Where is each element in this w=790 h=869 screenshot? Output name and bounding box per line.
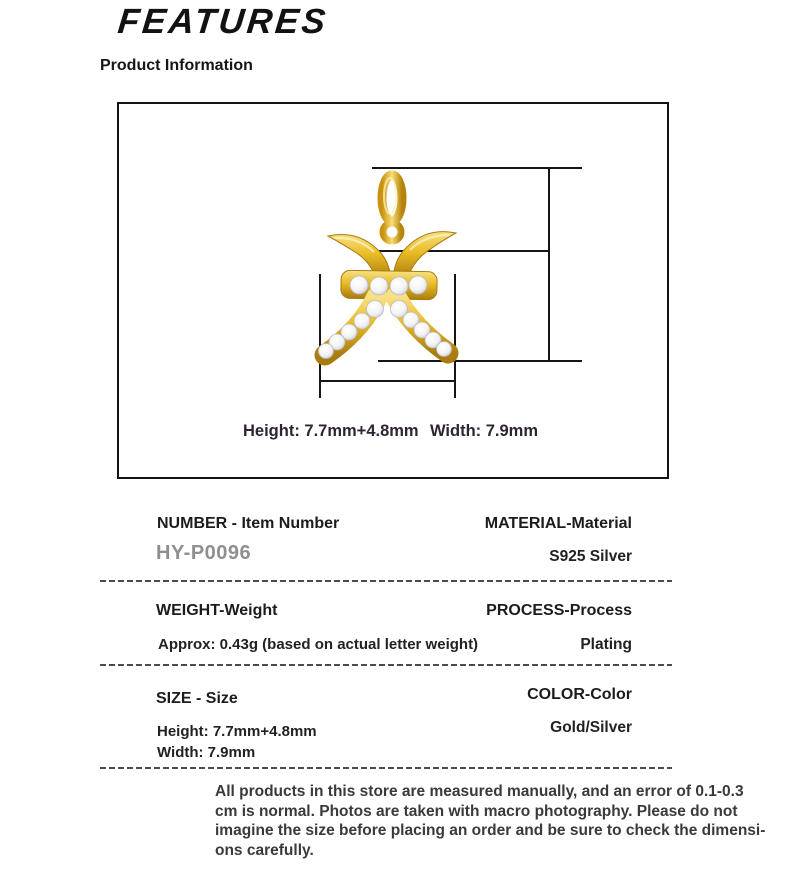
- disclaimer-line: All products in this store are measured manually, and an error of 0.1-0.3: [215, 783, 744, 800]
- pendant-connector-ring: [383, 223, 401, 241]
- width-dimension-label: Width: 7.9mm: [430, 422, 539, 440]
- spec-size-value-width: Width: 7.9mm: [157, 744, 256, 761]
- spec-size-value: [157, 721, 317, 763]
- dashed-divider: [100, 664, 672, 666]
- spec-size-header: SIZE - Size: [156, 690, 238, 707]
- disclaimer-text: [215, 782, 766, 860]
- spec-process-value: Plating: [580, 636, 632, 653]
- dashed-divider: [100, 580, 672, 582]
- spec-material-header: MATERIAL-Material: [484, 515, 632, 532]
- dashed-divider: [100, 767, 672, 769]
- spec-size-value-height: Height: 7.7mm+4.8mm: [157, 723, 317, 740]
- spec-color-header: COLOR-Color: [527, 686, 632, 703]
- disclaimer-line: imagine the size before placing an order and be sure to check the dimensi-: [215, 822, 766, 839]
- product-image-box: [117, 102, 669, 479]
- disclaimer-line: ons carefully.: [215, 841, 314, 859]
- spec-process-header: PROCESS-Process: [486, 602, 632, 619]
- page-title: FEATURES: [116, 2, 331, 41]
- section-subtitle: Product Information: [100, 57, 253, 74]
- spec-weight-header: WEIGHT-Weight: [156, 602, 278, 619]
- gold-pendant-illustration: [319, 175, 457, 359]
- spec-number-value: HY-P0096: [156, 542, 252, 564]
- spec-color-value: Gold/Silver: [550, 719, 632, 736]
- spec-weight-value: Approx: 0.43g (based on actual letter weight): [158, 636, 479, 653]
- disclaimer-line: cm is normal. Photos are taken with macro photography. Please do not: [215, 802, 738, 820]
- spec-number-header: NUMBER - Item Number: [157, 515, 340, 532]
- height-dimension-label: Height: 7.7mm+4.8mm: [243, 422, 419, 440]
- spec-material-value: S925 Silver: [549, 548, 632, 565]
